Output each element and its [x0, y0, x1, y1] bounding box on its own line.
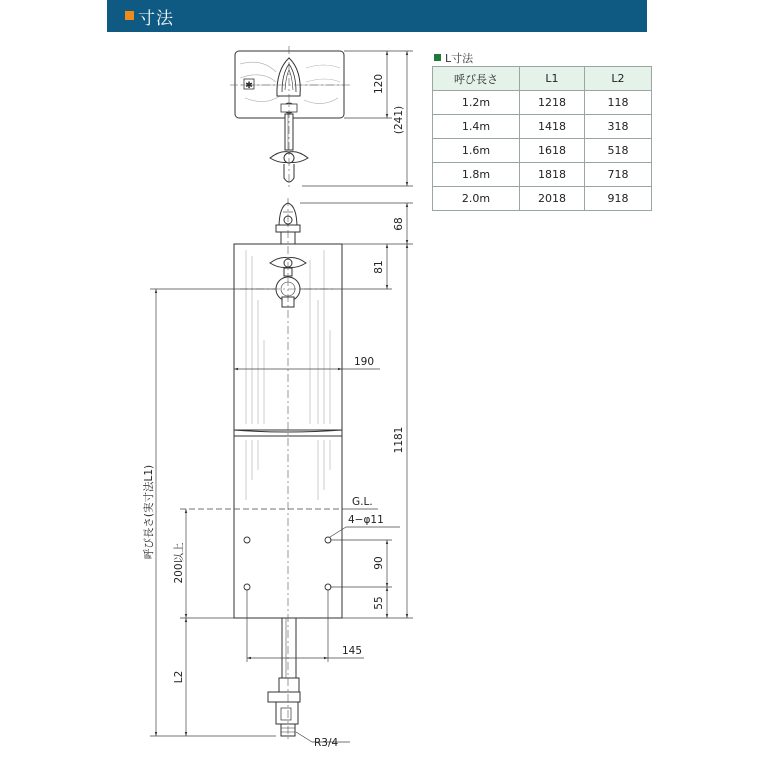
dim-hole-pitch-h: 145: [342, 645, 363, 657]
dim-tap-height: 68: [393, 217, 405, 231]
cell-nominal: 1.6m: [433, 139, 520, 163]
dim-thread: R3/4: [314, 737, 339, 749]
top-view: [235, 51, 344, 182]
section-title: 寸法: [138, 9, 174, 29]
dim-hole-bottom: 55: [373, 596, 385, 610]
col-header-l2: L2: [585, 67, 652, 91]
cell-nominal: 1.8m: [433, 163, 520, 187]
cell-nominal: 1.2m: [433, 91, 520, 115]
col-header-nominal: 呼び長さ: [433, 67, 520, 91]
asterisk-icon: ✱: [245, 81, 253, 91]
dim-holes: 4−φ11: [348, 514, 384, 526]
cell-l1: 1818: [520, 163, 585, 187]
dim-hole-pitch-v: 90: [373, 556, 385, 570]
dim-burial-depth: 200以上: [173, 542, 185, 584]
cell-l1: 1618: [520, 139, 585, 163]
dim-l2: L2: [173, 670, 185, 684]
lower-panel: [234, 436, 342, 618]
cell-nominal: 1.4m: [433, 115, 520, 139]
dim-nominal-length: 呼び長さ(実寸法L1): [143, 464, 155, 560]
cell-l2: 318: [585, 115, 652, 139]
dim-width: 190: [354, 356, 375, 368]
dim-body-height: 1181: [393, 426, 405, 454]
dim-faucet-offset: 81: [373, 260, 385, 274]
valve-body: [268, 692, 300, 702]
feed-pipe: [282, 618, 296, 678]
col-header-l1: L1: [520, 67, 585, 91]
cell-l2: 518: [585, 139, 652, 163]
dim-top-total: (241): [393, 105, 405, 135]
cell-l2: 118: [585, 91, 652, 115]
table-title-text: L寸法: [445, 52, 474, 65]
cell-l1: 1218: [520, 91, 585, 115]
cell-l1: 1418: [520, 115, 585, 139]
dim-top-height: 120: [373, 73, 385, 95]
cell-nominal: 2.0m: [433, 187, 520, 211]
cell-l1: 2018: [520, 187, 585, 211]
cell-l2: 718: [585, 163, 652, 187]
dim-ground-line: G.L.: [352, 496, 373, 508]
cell-l2: 918: [585, 187, 652, 211]
